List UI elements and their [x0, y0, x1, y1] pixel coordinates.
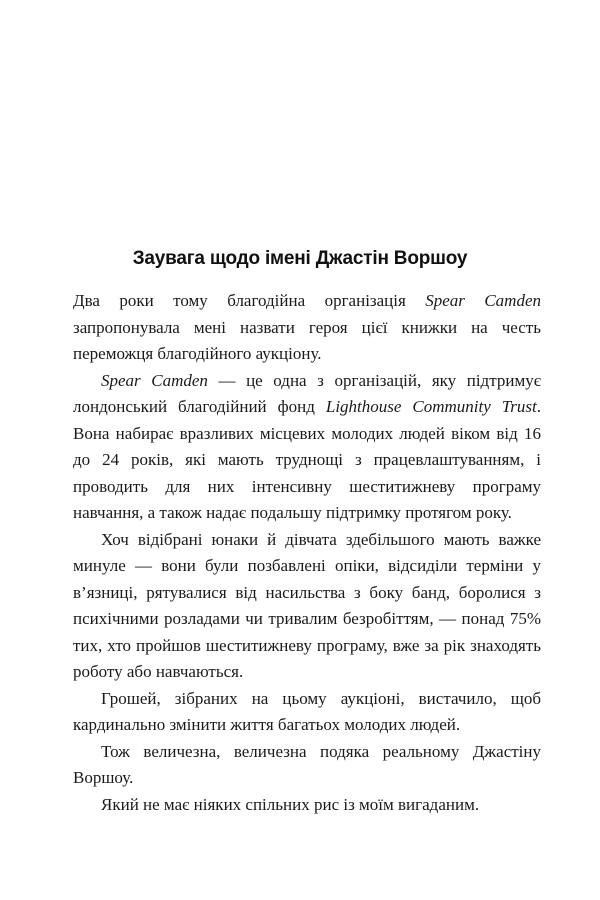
text-span: . Вона набирає вразливих місцевих молодих людей віком від 16 до 24 років, які мають труднощі з працевлаштуванням, і проводить для них інтенсивну шеститижневу програму навчання, а також надає подальшу підтримку протягом року.	[73, 397, 542, 522]
text-span: Два роки тому благодійна організація	[73, 291, 426, 310]
page-title: Заувага щодо імені Джастін Воршоу	[132, 248, 468, 269]
body-text	[73, 288, 541, 818]
text-span: запропонувала мені назвати героя цієї книжки на честь переможця благодійного аукціону.	[73, 317, 541, 363]
italic-org-name: Spear Camden	[101, 370, 208, 390]
text-span: Який не має ніяких спільних рис із моїм вигаданим.	[101, 794, 480, 814]
text-span: Грошей, зібраних на цьому аукціоні, вистачило, щоб кардинально змінити життя багатьох молодих людей.	[73, 688, 541, 734]
italic-org-name: Spear Camden	[425, 291, 541, 310]
paragraph-3	[73, 527, 541, 686]
paragraph-5	[73, 739, 541, 792]
paragraph-4	[73, 686, 541, 739]
italic-fund-name: Lighthouse Community Trust	[325, 397, 537, 416]
paragraph-2	[73, 368, 541, 527]
text-span: Тож величезна, величезна подяка реальному Джастіну Воршоу.	[73, 741, 541, 787]
text-span: — це одна з організацій, яку підтримує лондонський благодійний фонд	[73, 370, 541, 416]
paragraph-6	[73, 792, 541, 819]
paragraph-1	[73, 288, 541, 368]
text-span: Хоч відібрані юнаки й дівчата здебільшого мають важке минуле — вони були позбавлені опіки, відсиділи терміни у в’язниці, рятувалися від насильства з боку банд, боролися з психічними розладами чи тривалим безробіттям, — понад 75% тих, хто пройшов шеститижневу програму, вже за рік знаходять роботу або навчаються.	[73, 529, 541, 681]
